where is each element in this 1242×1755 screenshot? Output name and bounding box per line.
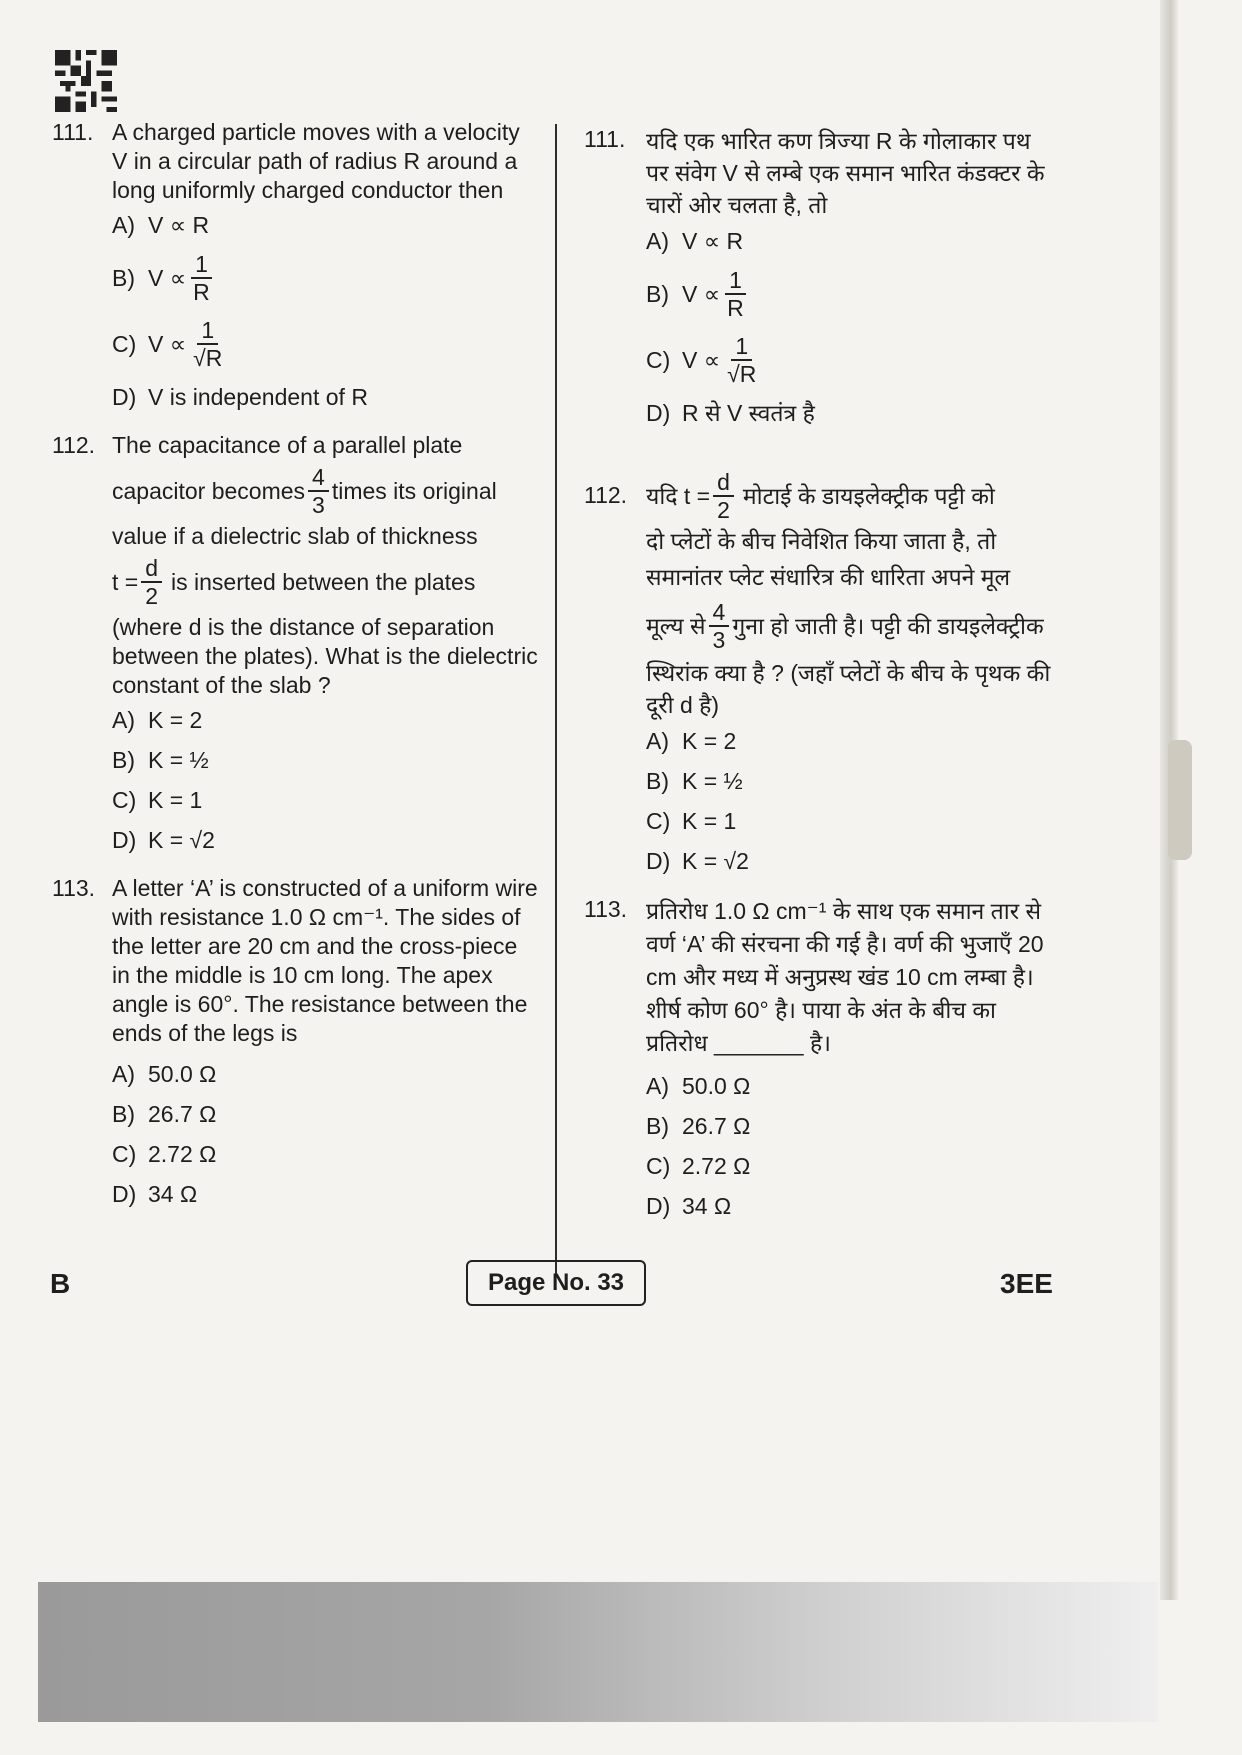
fraction: $\frac{d}{2}$: [141, 555, 162, 609]
option-d[interactable]: D) 34 Ω: [112, 1180, 198, 1207]
fraction: $\frac{1}{√R}$: [727, 333, 757, 387]
option-a[interactable]: A) 50.0 Ω: [112, 1060, 217, 1087]
column-divider: [555, 124, 557, 1274]
fraction: $\frac{1}{R}$: [189, 251, 214, 305]
option-c[interactable]: C) 2.72 Ω: [112, 1140, 217, 1167]
question-stem-line: (where d is the distance of separation between the plates). What is the dielectric constant of the slab ?: [112, 614, 538, 698]
question-stem: A charged particle moves with a velocity V in a circular path of radius R around a long uniformly charged conductor then: [112, 119, 520, 203]
option-b[interactable]: B) K = ½: [112, 746, 209, 773]
option-a[interactable]: A) K = 2: [646, 727, 737, 754]
question-113-hi: [584, 895, 1054, 1226]
option-d[interactable]: D) 34 Ω: [646, 1192, 732, 1219]
page-number: Page No. 33: [487, 1269, 625, 1296]
question-stem-line: The capacitance of a parallel plate: [112, 432, 463, 458]
option-b[interactable]: B) K = ½: [646, 767, 743, 794]
fraction: $\frac{4}{3}$: [308, 464, 329, 518]
fraction: $\frac{d}{2}$: [713, 469, 734, 523]
question-111-hi: [584, 125, 1054, 433]
option-b[interactable]: B) 26.7 Ω: [646, 1112, 751, 1139]
paper-code: 3EE: [1000, 1268, 1053, 1299]
option-c[interactable]: C) V ∝ $\frac{1}{√R}$: [646, 327, 1054, 393]
hindi-column: [584, 125, 1054, 1226]
option-b[interactable]: B) V ∝ $\frac{1}{R}$: [646, 261, 1054, 327]
question-112-en: [52, 431, 540, 860]
question-111-en: [52, 118, 540, 417]
question-number: 112.: [584, 482, 628, 508]
option-d[interactable]: D) R से V स्वतंत्र है: [646, 399, 815, 426]
page-number-box: [466, 1260, 646, 1306]
fraction: $\frac{1}{√R}$: [193, 317, 223, 371]
scan-shadow: [38, 1582, 1158, 1722]
question-stem-line: दो प्लेटों के बीच निवेशित किया जाता है, तो समानांतर प्लेट संधारित्र की धारिता अपने मूल: [646, 528, 1011, 590]
question-112-hi: [584, 469, 1054, 881]
option-c[interactable]: C) K = 1: [112, 786, 203, 813]
question-stem-line: मूल्य से $\frac{4}{3}$ गुना हो जाती है। पट्टी की डायइलेक्ट्रीक: [646, 599, 1044, 653]
question-number: 111.: [584, 126, 626, 152]
question-stem-line: t = $\frac{d}{2}$ is inserted between the plates: [112, 555, 476, 609]
option-d[interactable]: D) K = √2: [646, 847, 749, 874]
question-stem: यदि एक भारित कण त्रिज्या R के गोलाकार पथ पर संवेग V से लम्बे एक समान भारित कंडक्टर के चारों ओर चलता है, तो: [646, 128, 1045, 218]
option-a[interactable]: A) K = 2: [112, 706, 203, 733]
question-stem: प्रतिरोध 1.0 Ω cm⁻¹ के साथ एक समान तार से वर्ण ‘A’ की संरचना की गई है। वर्ण की भुजाएँ 20 cm और मध्य में अनुप्रस्थ खंड 10 cm लम्बा है। शीर्ष कोण 60° है। पाया के अंत के बीच का प्रतिरोध _______ है।: [646, 898, 1044, 1056]
question-stem-line: यदि t = $\frac{d}{2}$ मोटाई के डायइलेक्ट्रीक पट्टी को: [646, 469, 995, 523]
option-b[interactable]: B) V ∝ $\frac{1}{R}$: [112, 245, 540, 311]
fraction: $\frac{4}{3}$: [709, 599, 730, 653]
option-b[interactable]: B) 26.7 Ω: [112, 1100, 217, 1127]
option-c[interactable]: C) K = 1: [646, 807, 737, 834]
option-d[interactable]: D) V is independent of R: [112, 383, 368, 410]
question-stem-line: value if a dielectric slab of thickness: [112, 523, 478, 549]
option-a[interactable]: A) V ∝ R: [112, 211, 210, 238]
question-number: 112.: [52, 432, 96, 458]
question-number: 111.: [52, 119, 94, 145]
binding-tab: [1168, 740, 1192, 860]
english-column: [52, 118, 540, 1214]
booklet-series: B: [50, 1268, 71, 1299]
question-stem-line: capacitor becomes $\frac{4}{3}$ times its original: [112, 464, 497, 518]
option-a[interactable]: A) 50.0 Ω: [646, 1072, 751, 1099]
fraction: $\frac{1}{R}$: [723, 267, 748, 321]
question-stem-line: स्थिरांक क्या है ? (जहाँ प्लेटों के बीच के पृथक की दूरी d है): [646, 660, 1051, 718]
question-113-en: [52, 874, 540, 1214]
option-c[interactable]: C) V ∝ $\frac{1}{√R}$: [112, 311, 540, 377]
option-a[interactable]: A) V ∝ R: [646, 227, 744, 254]
option-c[interactable]: C) 2.72 Ω: [646, 1152, 751, 1179]
question-stem: A letter ‘A’ is constructed of a uniform wire with resistance 1.0 Ω cm⁻¹. The sides of the letter are 20 cm and the cross-piece in the middle is 10 cm long. The apex angle is 60°. The resistance between the ends of the legs is: [112, 875, 538, 1046]
question-number: 113.: [584, 896, 628, 922]
option-d[interactable]: D) K = √2: [112, 826, 215, 853]
question-number: 113.: [52, 875, 96, 901]
qr-code-icon: [55, 50, 117, 112]
